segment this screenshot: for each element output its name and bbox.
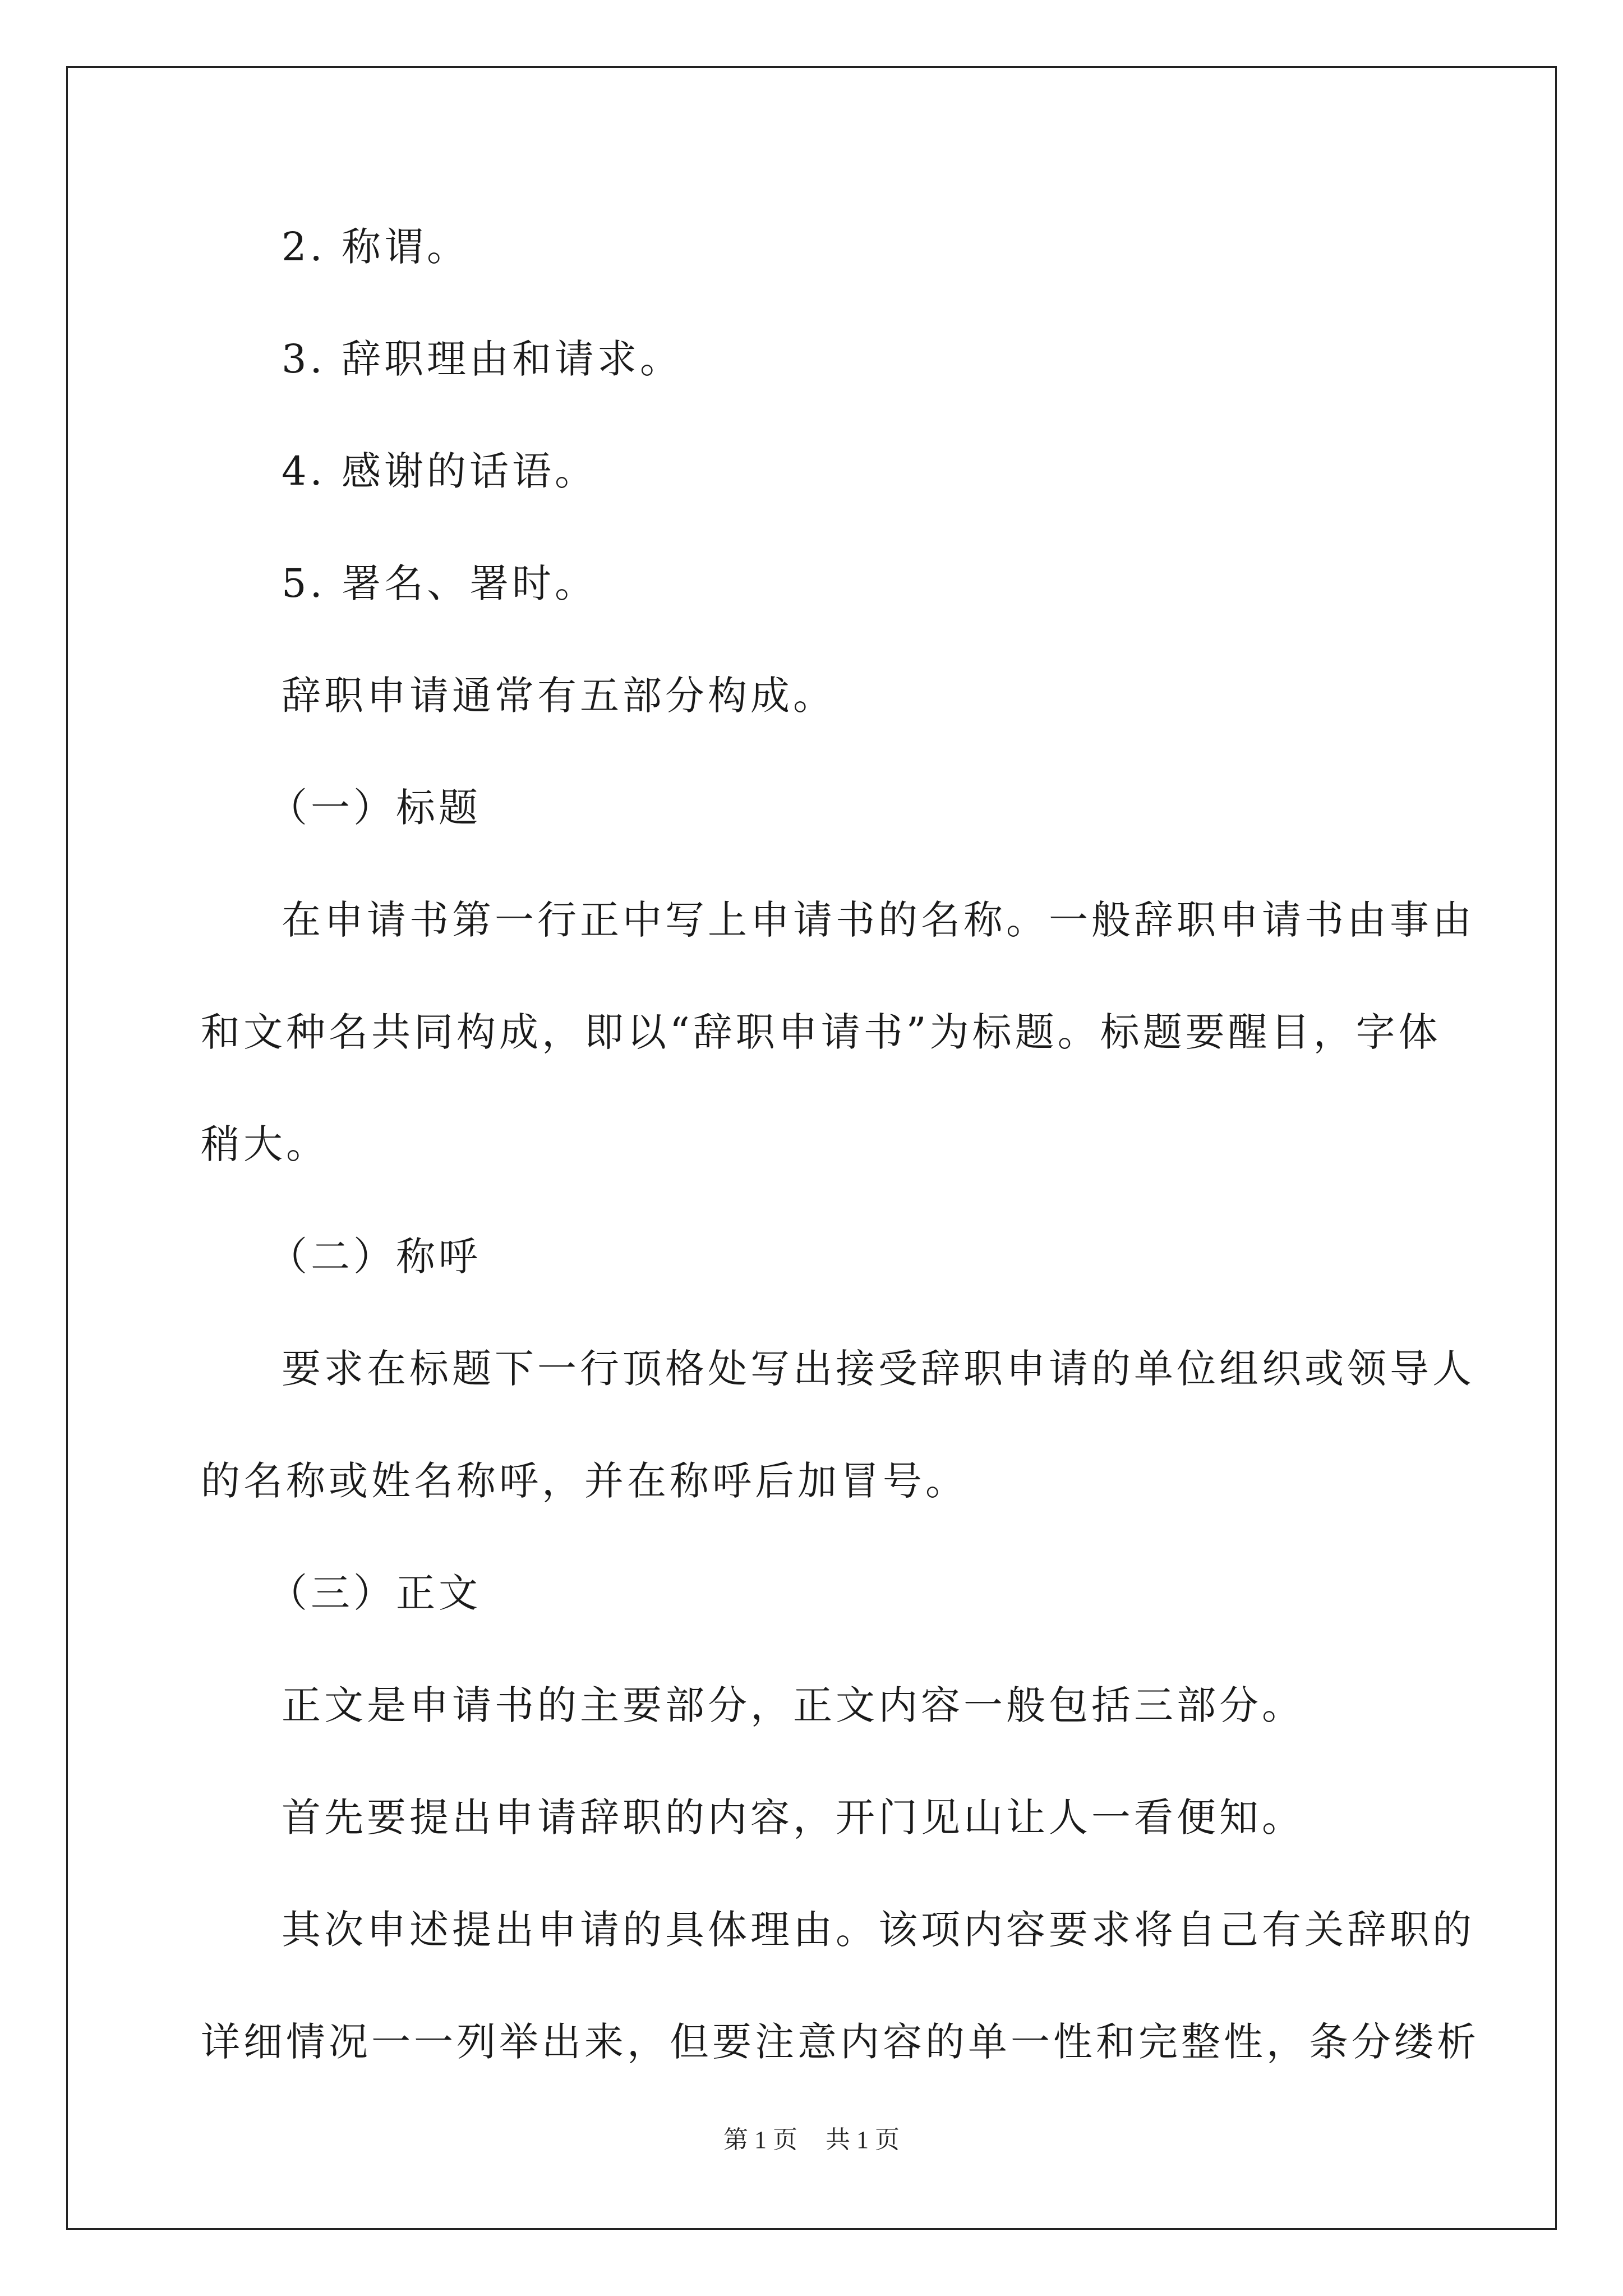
section-heading-salutation: （二）称呼: [268, 1234, 481, 1280]
paragraph-intro: 辞职申请通常有五部分构成。: [282, 673, 836, 719]
page-footer: [0, 2123, 1623, 2157]
page-total: 共 1 页: [826, 2126, 900, 2154]
list-item-2: 2. 称谓。: [282, 224, 470, 270]
paragraph-line: 稍大。: [201, 1121, 329, 1167]
paragraph-line: 其次申述提出申请的具体理由。该项内容要求将自己有关辞职的: [282, 1907, 1475, 1953]
paragraph-line: 首先要提出申请辞职的内容，开门见山让人一看便知。: [282, 1795, 1304, 1841]
list-item-3: 3. 辞职理由和请求。: [282, 336, 683, 382]
list-item-5: 5. 署名、署时。: [282, 560, 598, 606]
paragraph-line: 要求在标题下一行顶格处写出接受辞职申请的单位组织或领导人: [282, 1346, 1475, 1392]
paragraph-line: 的名称或姓名称呼，并在称呼后加冒号。: [201, 1458, 968, 1504]
section-heading-title: （一）标题: [268, 785, 481, 831]
paragraph-line: 正文是申请书的主要部分，正文内容一般包括三部分。: [282, 1682, 1304, 1728]
section-heading-body: （三）正文: [268, 1570, 481, 1616]
paragraph-line: 详细情况一一列举出来，但要注意内容的单一性和完整性，条分缕析: [201, 2019, 1479, 2065]
list-item-4: 4. 感谢的话语。: [282, 448, 598, 494]
page-number: 第 1 页: [723, 2126, 797, 2154]
paragraph-line: 在申请书第一行正中写上申请书的名称。一般辞职申请书由事由: [282, 897, 1475, 943]
paragraph-line: 和文种名共同构成，即以“辞职申请书”为标题。标题要醒目，字体: [201, 1009, 1441, 1055]
